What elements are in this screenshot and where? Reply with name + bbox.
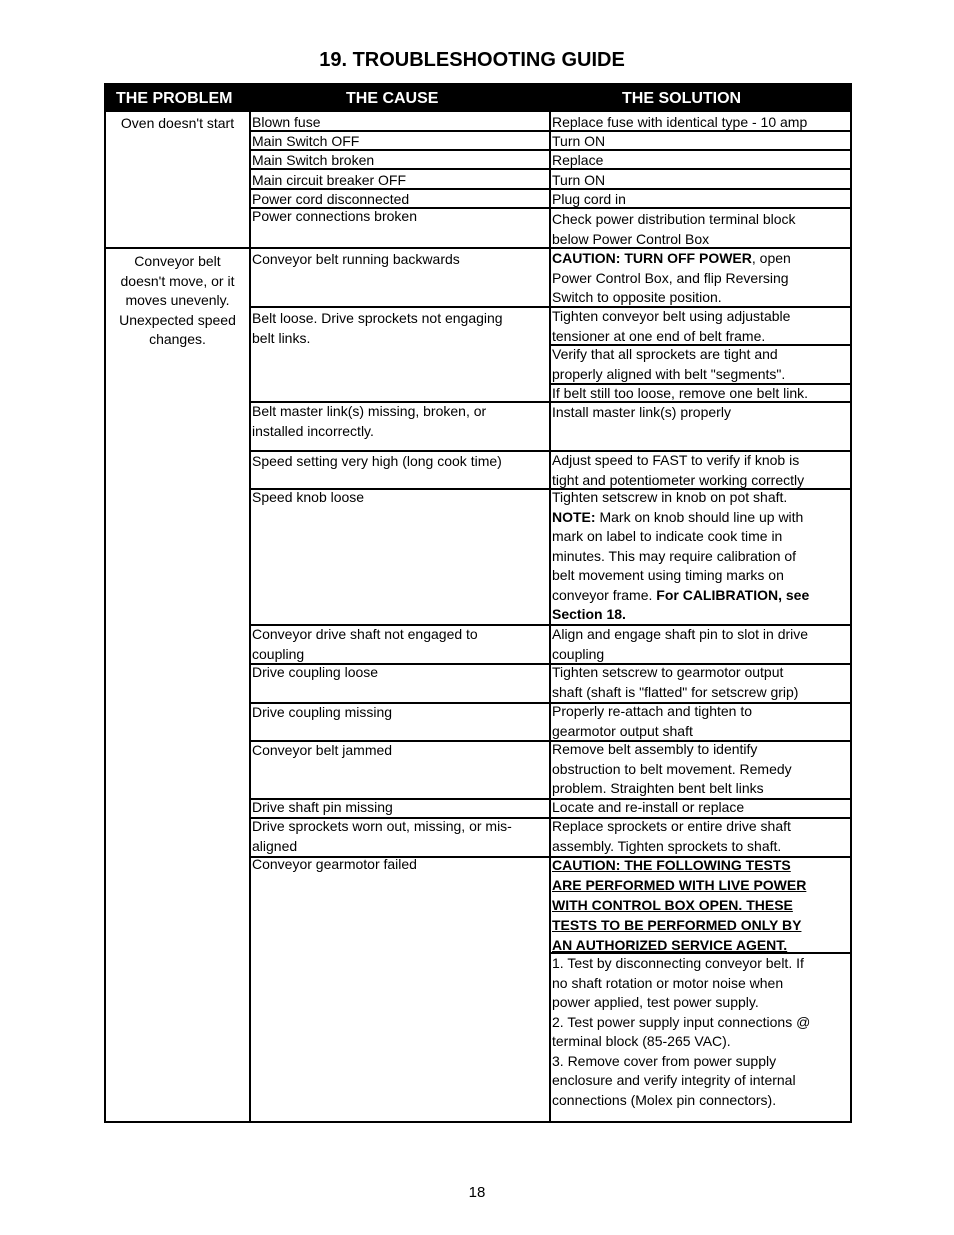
solution-cell: Remove belt assembly to identify obstruction to belt movement. Remedy problem. Straighten bent belt links xyxy=(552,741,792,796)
solution-cell: Tighten setscrew in knob on pot shaft. NOTE: Mark on knob should line up with mark on label to indicate cook time in minutes. This may require calibration of belt movement using timing marks on conveyor frame. For CALIBRATION, see Section 18. xyxy=(552,489,810,622)
cause-cell: Power cord disconnected xyxy=(252,191,410,207)
caution-warning: CAUTION: THE FOLLOWING TESTS ARE PERFORMED WITH LIVE POWER WITH CONTROL BOX OPEN. THESE TESTS TO BE PERFORMED ONLY BY AN AUTHORIZED SERVICE AGENT. xyxy=(552,857,807,953)
cause-cell: Speed setting very high (long cook time) xyxy=(252,453,502,469)
solution-cell: Turn ON xyxy=(552,133,606,149)
solution-cell: Replace sprockets or entire drive shaft assembly. Tighten sprockets to shaft. xyxy=(552,818,791,854)
solution-cell: Verify that all sprockets are tight and properly aligned with belt "segments". xyxy=(552,346,786,382)
solution-cell: Plug cord in xyxy=(552,191,626,207)
header-problem: THE PROBLEM xyxy=(116,90,233,107)
cause-cell: Drive shaft pin missing xyxy=(252,799,393,815)
solution-cell: If belt still too loose, remove one belt link. xyxy=(552,385,809,401)
cause-cell: Conveyor belt jammed xyxy=(252,742,393,758)
solution-cell: Adjust speed to FAST to verify if knob is tight and potentiometer working correctly xyxy=(552,452,805,488)
cause-cell: Drive coupling missing xyxy=(252,704,393,720)
header-solution: THE SOLUTION xyxy=(622,90,742,107)
solution-cell: Install master link(s) properly xyxy=(552,404,731,420)
cause-cell: Main Switch broken xyxy=(252,152,375,168)
solution-cell: Locate and re-install or replace xyxy=(552,799,745,815)
solution-cell: Turn ON xyxy=(552,172,606,188)
caution-label: CAUTION: TURN OFF POWER xyxy=(552,250,752,266)
cause-cell: Belt master link(s) missing, broken, or installed incorrectly. xyxy=(252,403,487,439)
header-cause: THE CAUSE xyxy=(346,90,439,107)
column-divider-2 xyxy=(549,112,551,1121)
solution-cell: Align and engage shaft pin to slot in drive coupling xyxy=(552,626,809,662)
note-label: NOTE: xyxy=(552,508,596,525)
solution-cell: Tighten conveyor belt using adjustable tensioner at one end of belt frame. xyxy=(552,308,791,344)
cause-cell: Conveyor gearmotor failed xyxy=(252,856,417,872)
solution-cell: Replace fuse with identical type - 10 amp xyxy=(552,114,808,130)
problem-cell: Conveyor belt doesn't move, or it moves unevenly. Unexpected speed changes. xyxy=(119,253,236,347)
page-number: 18 xyxy=(468,1184,486,1201)
solution-cell: Properly re-attach and tighten to gearmotor output shaft xyxy=(552,703,753,739)
cause-cell: Speed knob loose xyxy=(252,489,365,505)
cause-cell: Main circuit breaker OFF xyxy=(252,172,407,188)
solution-cell: Replace xyxy=(552,152,604,168)
problem-cell: Oven doesn't start xyxy=(120,115,235,131)
troubleshooting-table xyxy=(104,83,852,1123)
solution-cell: 1. Test by disconnecting conveyor belt. If no shaft rotation or motor noise when power applied, test power supply. 2. Test power supply input connections @ terminal block (85-265 VAC). 3. Remove cover from power supply enclosure and verify integrity of internal connections (Molex pin connectors). xyxy=(552,955,811,1108)
cause-cell: Belt loose. Drive sprockets not engaging belt links. xyxy=(252,310,503,346)
cause-cell: Blown fuse xyxy=(252,114,321,130)
cause-cell: Main Switch OFF xyxy=(252,133,360,149)
page-title: 19. TROUBLESHOOTING GUIDE xyxy=(319,49,625,71)
cause-cell: Power connections broken xyxy=(252,208,417,224)
solution-cell: CAUTION: TURN OFF POWER, open Power Control Box, and flip Reversing Switch to opposite position. xyxy=(552,250,791,305)
cause-cell: Drive coupling loose xyxy=(252,664,379,680)
cause-cell: Conveyor belt running backwards xyxy=(252,251,460,267)
solution-cell: Check power distribution terminal block below Power Control Box xyxy=(552,211,796,247)
column-divider-1 xyxy=(249,112,251,1121)
cause-cell: Conveyor drive shaft not engaged to coupling xyxy=(252,626,478,662)
solution-cell: Tighten setscrew to gearmotor output shaft (shaft is "flatted" for setscrew grip) xyxy=(552,664,799,700)
table-header xyxy=(106,85,850,112)
cause-cell: Drive sprockets worn out, missing, or mis- aligned xyxy=(252,818,512,854)
